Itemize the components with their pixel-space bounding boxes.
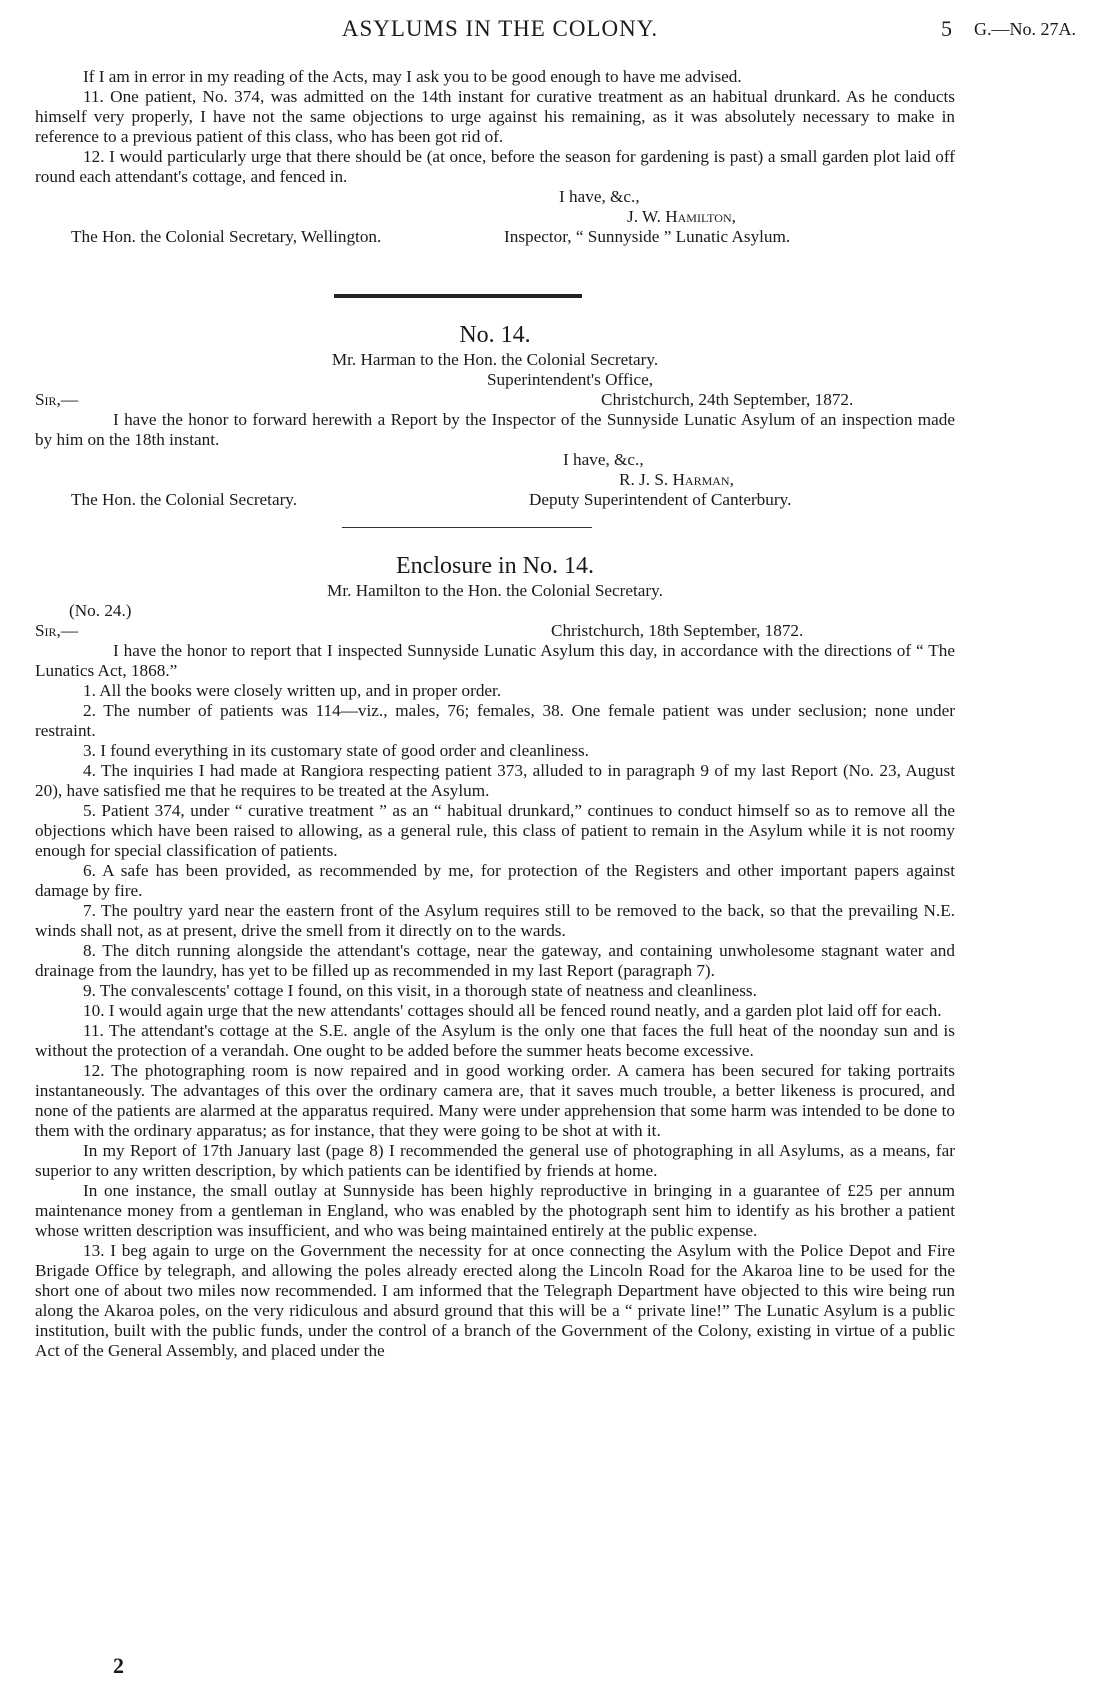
signer-name: J. W. Hamilton, xyxy=(627,207,736,226)
paragraph: 7. The poultry yard near the eastern front of the Asylum requires still to be removed to the back, so that the prevailing N.E. winds shall not, as at present, drive the smell from it directly on to the wards. xyxy=(35,901,955,940)
signature-mark: 2 xyxy=(113,1653,124,1678)
salutation: Sir,— xyxy=(35,390,79,409)
address-line xyxy=(35,490,955,510)
paper-reference: G.—No. 27A. xyxy=(974,19,1076,39)
paragraph: 3. I found everything in its customary state of good order and cleanliness. xyxy=(83,741,589,760)
signer-line xyxy=(35,207,955,227)
paragraph: 12. The photographing room is now repaired and in good working order. A camera has been secured for taking portraits instantaneously. The advantages of this over the ordinary camera are, that it saves much trouble, a better likeness is procured, and none of the patients are alarmed at the apparatus required. Many were under apprehension that some harm was intended to be done to them with the ordinary apparatus; as for instance, that they were going to be shot at with it. xyxy=(35,1061,955,1140)
paragraph: 10. I would again urge that the new attendants' cottages should all be fenced round neatly, and a garden plot laid off for each. xyxy=(83,1001,942,1020)
paragraph: 4. The inquiries I had made at Rangiora respecting patient 373, alluded to in paragraph 9 of my last Report (No. 23, August 20), have satisfied me that he requires to be treated at the Asylum. xyxy=(35,761,955,800)
letter-no-14 xyxy=(35,320,955,510)
enclosure-no-14 xyxy=(35,551,955,1361)
paragraph: In one instance, the small outlay at Sunnyside has been highly reproductive in bringing in a guarantee of £25 per annum maintenance money from a gentleman in England, who was enabled by the photograph sent him to identify as his brother a patient whose written description was insufficient, and who was being maintained entirely at the public expense. xyxy=(35,1181,955,1240)
section-subheading: Mr. Hamilton to the Hon. the Colonial Secretary. xyxy=(327,581,663,600)
paragraph: 2. The number of patients was 114—viz., males, 76; females, 38. One female patient was under seclusion; none under restraint. xyxy=(35,701,955,740)
letter-date: Christchurch, 18th September, 1872. xyxy=(551,621,804,640)
addressee: The Hon. the Colonial Secretary. xyxy=(71,490,298,509)
addressee: The Hon. the Colonial Secretary, Wellington. xyxy=(71,227,382,246)
origin-line xyxy=(35,370,955,390)
page-number: 5 xyxy=(941,16,952,41)
signer-title: Inspector, “ Sunnyside ” Lunatic Asylum. xyxy=(504,227,791,246)
paragraph: If I am in error in my reading of the Acts, may I ask you to be good enough to have me advised. xyxy=(83,67,742,86)
signer-title: Deputy Superintendent of Canterbury. xyxy=(529,490,792,509)
paragraph: 11. The attendant's cottage at the S.E. angle of the Asylum is the only one that faces the full heat of the noonday sun and is without the protection of a verandah. One ought to be added before the summer heats become excessive. xyxy=(35,1021,955,1060)
section-heading: No. 14. xyxy=(459,322,531,348)
closing: I have, &c., xyxy=(559,187,640,206)
letter-date: Christchurch, 24th September, 1872. xyxy=(601,390,854,409)
paragraph: 5. Patient 374, under “ curative treatment ” as an “ habitual drunkard,” continues to conduct himself so as to remove all the objections which have been raised to allowing, as a general rule, this class of patient to remain in the Asylum while it is not roomy enough for special classification of patients. xyxy=(35,801,955,860)
salutation: Sir,— xyxy=(35,621,79,640)
paragraph: 13. I beg again to urge on the Government the necessity for at once connecting the Asylum with the Police Depot and Fire Brigade Office by telegraph, and allowing the poles already erected along the Lincoln Road for the Akaroa line to be used for the short one of about two miles now recommended. I am informed that the Telegraph Department have objected to this wire being run along the Akaroa poles, on the very ridiculous and absurd ground that this will be a “ private line!” The Lunatic Asylum is a public institution, built with the public funds, under the control of a branch of the Government of the Colony, existing in virtue of a public Act of the General Assembly, and placed under the xyxy=(35,1241,955,1360)
paragraph: 11. One patient, No. 374, was admitted on the 14th instant for curative treatment as an habitual drunkard. As he conducts himself very properly, I have not the same objections to urge against his remaining, as it was absolutely necessary to make in reference to a previous patient of this class, who has been got rid of. xyxy=(35,87,955,146)
top-section xyxy=(35,67,955,247)
section-heading: Enclosure in No. 14. xyxy=(396,553,594,579)
section-subheading: Mr. Harman to the Hon. the Colonial Secretary. xyxy=(331,350,659,369)
closing: I have, &c., xyxy=(563,450,644,469)
salutation-line xyxy=(35,390,955,410)
section-divider xyxy=(334,294,582,298)
paragraph: 1. All the books were closely written up, and in proper order. xyxy=(83,681,502,700)
section-divider xyxy=(342,527,592,528)
closing-line xyxy=(35,187,955,207)
salutation-line xyxy=(35,621,955,641)
paragraph: 8. The ditch running alongside the attendant's cottage, near the gateway, and containing unwholesome stagnant water and drainage from the laundry, has yet to be filled up as recommended in my last Report (paragraph 7). xyxy=(35,941,955,980)
running-header xyxy=(0,16,1114,46)
paragraph: In my Report of 17th January last (page 8) I recommended the general use of photographing in all Asylums, as a means, far superior to any written description, by which patients can be identified by friends at home. xyxy=(35,1141,955,1180)
signer-name: R. J. S. Harman, xyxy=(619,470,734,489)
paragraph: 6. A safe has been provided, as recommended by me, for protection of the Registers and other important papers against damage by fire. xyxy=(35,861,955,900)
signer-line xyxy=(35,470,955,490)
header-title: ASYLUMS IN THE COLONY. xyxy=(341,16,659,41)
letter-reference: (No. 24.) xyxy=(69,601,132,620)
origin: Superintendent's Office, xyxy=(487,370,654,389)
paragraph: I have the honor to report that I inspected Sunnyside Lunatic Asylum this day, in accordance with the directions of “ The Lunatics Act, 1868.” xyxy=(35,641,955,680)
closing-line xyxy=(35,450,955,470)
reference-line xyxy=(35,601,955,621)
letter-body: I have the honor to forward herewith a Report by the Inspector of the Sunnyside Lunatic Asylum of an inspection made by him on the 18th instant. xyxy=(35,410,955,449)
paragraph: 9. The convalescents' cottage I found, on this visit, in a thorough state of neatness and cleanliness. xyxy=(83,981,757,1000)
address-line xyxy=(35,227,955,247)
paragraph: 12. I would particularly urge that there should be (at once, before the season for gardening is past) a small garden plot laid off round each attendant's cottage, and fenced in. xyxy=(35,147,955,186)
